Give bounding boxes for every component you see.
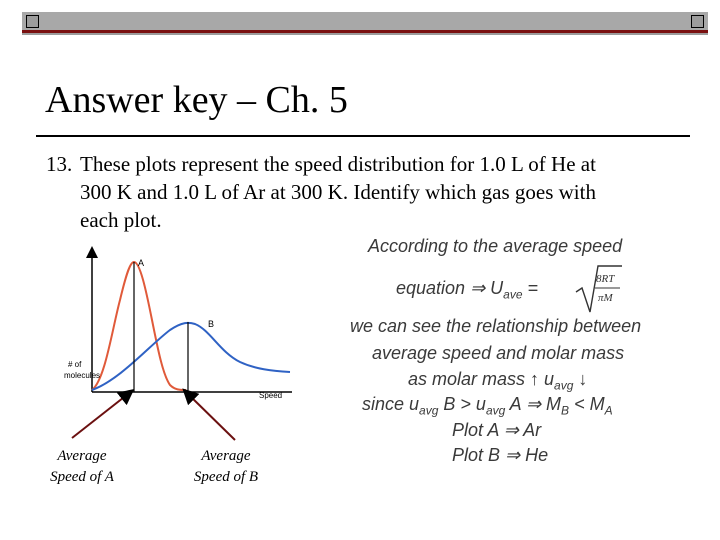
question-line-3: each plot. [80, 208, 162, 232]
line5-prefix: as molar mass ↑ u [408, 369, 555, 389]
caption-average-speed-a [36, 446, 128, 488]
formula-numerator: 8RT [596, 273, 615, 285]
arrow-to-peak-b [188, 394, 235, 440]
line6-part-a: since u [362, 394, 420, 414]
line5-suffix: ↓ [573, 369, 588, 389]
line6-part-b: B > u [438, 394, 486, 414]
sqrt-formula [574, 262, 624, 314]
curve-a-label: A [138, 258, 145, 268]
question-number: 13. [46, 152, 73, 176]
caption-b-line-2: Speed of B [193, 469, 259, 485]
caption-b-line-1: Average [201, 448, 251, 464]
y-axis-label-line-2: molecules [64, 371, 101, 380]
y-axis-label-line-1: # of [68, 360, 82, 369]
curve-b [92, 323, 290, 390]
equation-equals: = [527, 278, 539, 298]
equation-prefix: equation ⇒ U [396, 278, 504, 298]
line6-sub-1: avg [419, 403, 439, 418]
line6-part-d: < M [569, 394, 605, 414]
x-axis-label: Speed [259, 391, 283, 400]
line6-sub-3: B [561, 403, 570, 418]
question-line-2: 300 K and 1.0 L of Ar at 300 K. Identify which gas goes with [80, 180, 596, 204]
line6-sub-4: A [604, 403, 613, 418]
curve-b-label: B [208, 319, 215, 329]
explanation-line-6 [362, 394, 613, 418]
arrow-to-peak-a [72, 394, 128, 438]
curve-a [92, 262, 186, 390]
question-line-1: These plots represent the speed distribution for 1.0 L of He at [80, 152, 596, 176]
explanation-line-1: According to the average speed [368, 236, 623, 256]
line5-subscript: avg [554, 378, 574, 393]
explanation-line-5 [408, 369, 587, 393]
caption-a-line-2: Speed of A [50, 469, 114, 485]
explanation-line-4: average speed and molar mass [372, 343, 625, 363]
answer-plot-a: Plot A ⇒ Ar [452, 420, 542, 440]
line6-part-c: A ⇒ M [505, 394, 562, 414]
slide-title: Answer key – Ch. 5 [45, 79, 348, 121]
caption-average-speed-b [180, 446, 272, 488]
answer-plot-b: Plot B ⇒ He [452, 445, 549, 465]
explanation-line-2 [396, 278, 538, 302]
formula-denominator: πM [598, 292, 613, 304]
explanation-line-3: we can see the relationship between [350, 316, 642, 336]
equation-subscript: ave [503, 287, 523, 302]
line6-sub-2: avg [485, 403, 506, 418]
caption-a-line-1: Average [57, 448, 107, 464]
